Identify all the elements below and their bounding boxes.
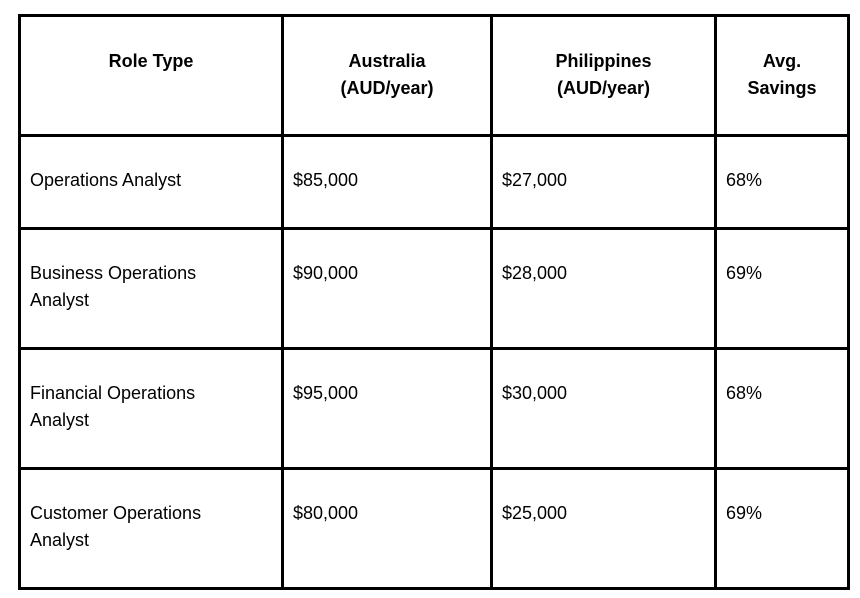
header-role-type-line1: Role Type: [108, 51, 194, 71]
table-row: [20, 349, 849, 469]
role-cell: [20, 229, 283, 349]
role-line1: Customer Operations: [30, 503, 202, 523]
role-line1: Financial Operations: [30, 383, 196, 403]
australia-salary-cell: $85,000: [283, 136, 492, 229]
philippines-salary-cell: $27,000: [492, 136, 716, 229]
header-avg-savings-line2: Savings: [747, 78, 817, 98]
header-australia-line1: Australia: [348, 51, 426, 71]
header-australia: [283, 16, 492, 136]
savings-cell: 69%: [716, 229, 849, 349]
role-line2: Analyst: [30, 410, 90, 430]
australia-salary-cell: $95,000: [283, 349, 492, 469]
salary-comparison-table: [18, 14, 850, 590]
header-role-type: [20, 16, 283, 136]
table-row: [20, 469, 849, 589]
role-line1: Business Operations: [30, 263, 197, 283]
header-philippines-line1: Philippines: [555, 51, 652, 71]
australia-salary-cell: $90,000: [283, 229, 492, 349]
table-row: [20, 229, 849, 349]
role-cell: [20, 349, 283, 469]
philippines-salary-cell: $30,000: [492, 349, 716, 469]
header-philippines-line2: (AUD/year): [556, 78, 651, 98]
role-line2: Analyst: [30, 530, 90, 550]
header-australia-line2: (AUD/year): [340, 78, 434, 98]
philippines-salary-cell: $25,000: [492, 469, 716, 589]
table-row: [20, 136, 849, 229]
savings-cell: 68%: [716, 349, 849, 469]
role-line2: Analyst: [30, 290, 90, 310]
role-line1: Operations Analyst: [30, 170, 182, 190]
role-cell: [20, 136, 283, 229]
australia-salary-cell: $80,000: [283, 469, 492, 589]
savings-cell: 69%: [716, 469, 849, 589]
header-avg-savings: [716, 16, 849, 136]
savings-cell: 68%: [716, 136, 849, 229]
table-header-row: [20, 16, 849, 136]
philippines-salary-cell: $28,000: [492, 229, 716, 349]
header-philippines: [492, 16, 716, 136]
header-avg-savings-line1: Avg.: [762, 51, 802, 71]
role-cell: [20, 469, 283, 589]
